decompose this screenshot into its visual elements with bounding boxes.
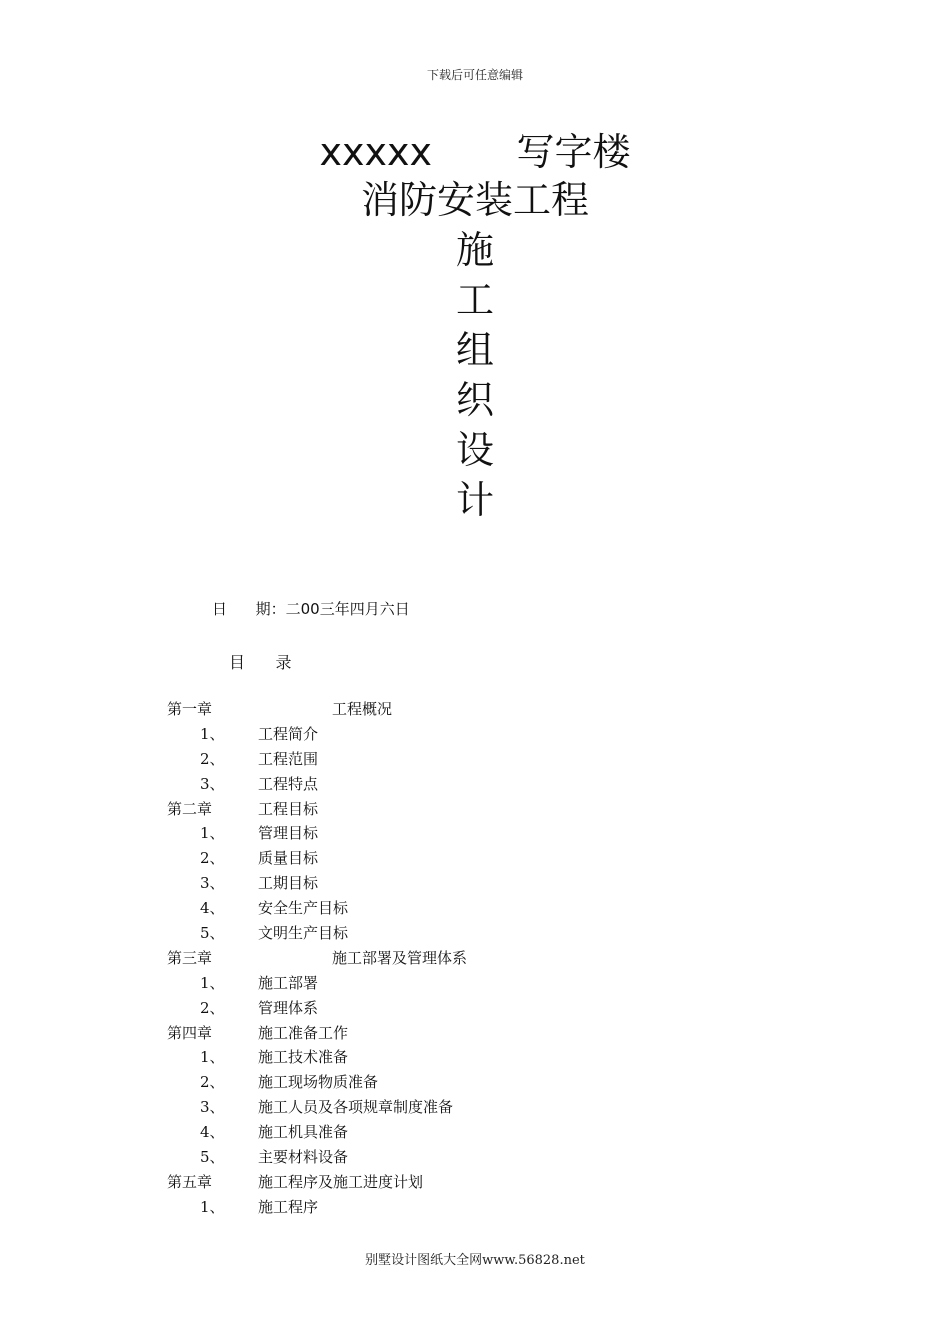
- toc-number: 1、: [200, 1048, 225, 1067]
- toc-number: 5、: [200, 1148, 225, 1167]
- toc-item: [0, 1145, 950, 1170]
- toc-chapter: [0, 1021, 950, 1046]
- toc-item: [0, 772, 950, 797]
- toc-number: 1、: [200, 1197, 225, 1216]
- toc-chapter: [0, 797, 950, 822]
- toc-title: 施工现场物质准备: [258, 1073, 379, 1092]
- toc-title: 施工准备工作: [258, 1023, 349, 1042]
- toc-item: [0, 1095, 950, 1120]
- toc-title: 施工部署及管理体系: [332, 948, 468, 967]
- title-vertical-char: 施: [455, 228, 494, 272]
- toc-title: 管理目标: [258, 824, 319, 843]
- toc-title: 安全生产目标: [258, 899, 349, 918]
- toc-number: 3、: [200, 874, 225, 893]
- toc-item: [0, 747, 950, 772]
- toc-title: 工程特点: [258, 774, 319, 793]
- toc-number: 3、: [200, 1098, 225, 1117]
- toc-title: 工程简介: [258, 724, 319, 743]
- toc-item: [0, 996, 950, 1021]
- toc-number: 第五章: [167, 1172, 213, 1191]
- toc-number: 1、: [200, 724, 225, 743]
- toc-title: 主要材料设备: [258, 1148, 349, 1167]
- toc-title: 施工部署: [258, 973, 319, 992]
- toc-title: 施工程序: [258, 1197, 319, 1216]
- toc-chapter: [0, 946, 950, 971]
- toc-title: 管理体系: [258, 998, 319, 1017]
- toc-number: 第二章: [167, 799, 213, 818]
- toc-chapter: [0, 697, 950, 722]
- toc-number: 2、: [200, 1073, 225, 1092]
- toc-item: [0, 971, 950, 996]
- toc-number: 2、: [200, 749, 225, 768]
- title-vertical-char: 设: [455, 428, 494, 472]
- toc-number: 第三章: [167, 948, 213, 967]
- toc-number: 1、: [200, 973, 225, 992]
- title-vertical-char: 组: [455, 328, 494, 372]
- toc-number: 2、: [200, 849, 225, 868]
- toc-number: 第一章: [167, 700, 213, 718]
- footer-note: 别墅设计图纸大全网www.56828.net: [365, 1253, 585, 1268]
- title-vertical-char: 工: [455, 278, 494, 322]
- header-note: 下载后可任意编辑: [426, 68, 523, 82]
- toc-item: [0, 1195, 950, 1220]
- toc-item: [0, 1070, 950, 1095]
- toc-title: 文明生产目标: [258, 924, 349, 943]
- toc-title: 工程概况: [332, 700, 393, 718]
- toc-number: 2、: [200, 998, 225, 1017]
- document-title-line-2: 消防安装工程: [360, 178, 589, 222]
- date-line: [212, 598, 410, 619]
- toc-item: [0, 921, 950, 946]
- toc-item: [0, 821, 950, 846]
- toc-number: 4、: [200, 1123, 225, 1142]
- toc-item: [0, 896, 950, 921]
- toc-item: [0, 1045, 950, 1070]
- toc-title: 施工技术准备: [258, 1048, 349, 1067]
- toc-number: 5、: [200, 924, 225, 943]
- toc-chapter: [0, 1170, 950, 1195]
- toc-number: 3、: [200, 774, 225, 793]
- toc-title: 质量目标: [258, 849, 319, 868]
- toc-item: [0, 871, 950, 896]
- toc-title: 施工人员及各项规章制度准备: [258, 1098, 454, 1117]
- date-value: 二00三年四月六日: [285, 600, 410, 618]
- toc-item: [0, 1120, 950, 1145]
- document-title-line-1: xxxxx 写字楼: [319, 130, 631, 174]
- toc-title: 工程范围: [258, 749, 319, 768]
- toc-number: 第四章: [167, 1023, 213, 1042]
- table-of-contents: [0, 697, 950, 1220]
- toc-number: 4、: [200, 899, 225, 918]
- title-vertical-char: 计: [455, 478, 494, 522]
- toc-item: [0, 846, 950, 871]
- toc-number: 1、: [200, 824, 225, 843]
- toc-title: 工期目标: [258, 874, 319, 893]
- toc-title: 施工程序及施工进度计划: [258, 1172, 424, 1191]
- toc-item: [0, 722, 950, 747]
- toc-heading: 目 录: [229, 653, 292, 672]
- title-vertical-char: 织: [455, 378, 494, 422]
- toc-title: 施工机具准备: [258, 1123, 349, 1142]
- date-label: 日 期：: [212, 600, 286, 618]
- toc-title: 工程目标: [258, 799, 319, 818]
- document-title-vertical: [0, 226, 950, 526]
